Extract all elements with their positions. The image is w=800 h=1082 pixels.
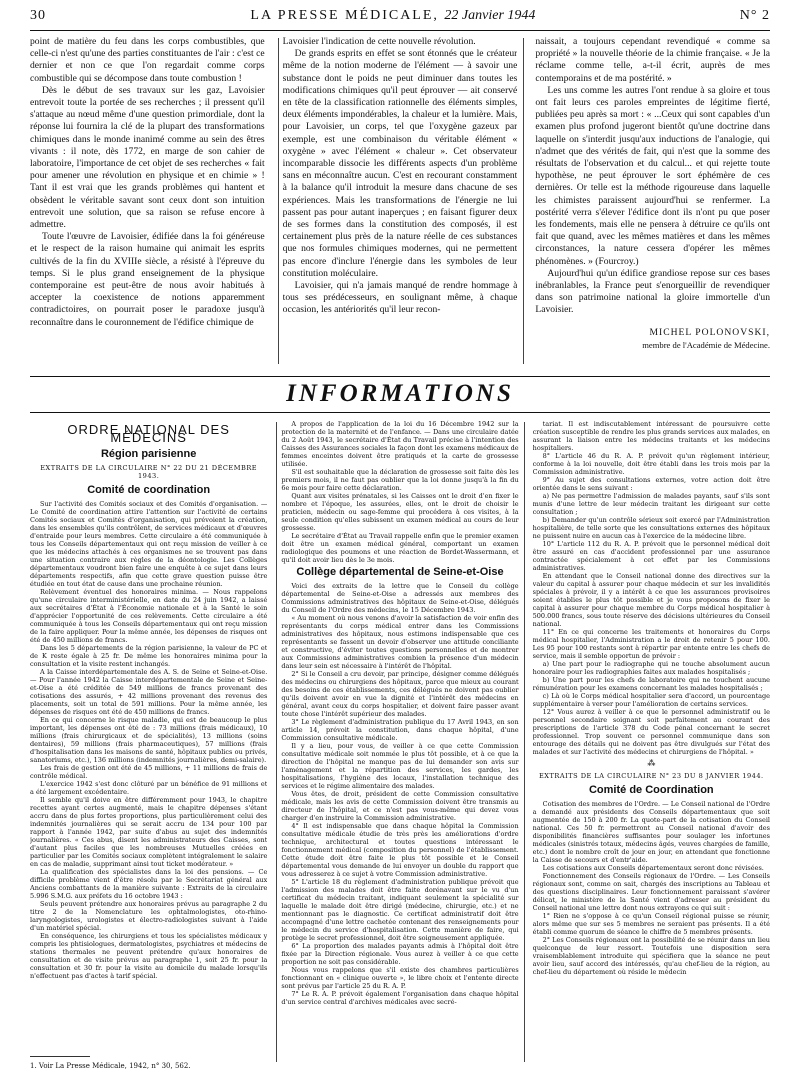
paragraph: Cotisation des membres de l'Ordre. — Le Conseil national de l'Ordre a demandé aux présidents des Conseils départementaux que soit augmentée de 150 à 200 fr. La quote-part de la cotisation du Conseil national. Ces 50 fr. permettront au Conseil national d'avoir des disponibilités financières suffisantes pour soulager les infortunes médicales (sinistrés totaux, médecins âgés, veuves chargées de famille, etc.) dont le nombre croît de jour en jour, en attendant que fonctionne la Caisse de secours et d'entr'aide. — [532, 800, 770, 864]
college-heading: Collège départemental de Seine-et-Oise — [296, 566, 504, 578]
page-number: 30 — [30, 8, 46, 23]
paragraph: 6° La proportion des malades payants admis à l'hôpital doit être fixée par la Direction régionale. Vous aurez à veiller à ce que cette proportion ne soit pas considérable. — [281, 942, 519, 966]
paragraph: Sur l'activité des Comités sociaux et des Comités d'organisation. — Le Comité de coordination attire l'attention sur l'activité de certains Comités sociaux et Comités d'organisation, qui prévoient la création, dans les ensembles qu'ils contrôlent, de services médicaux et d'œuvres d'entraide pour leurs membres. Cette circulaire a été communiquée à tous les Conseils départementaux qui ont reçu mission de veiller à ce que les médecins attachés à ces organismes ne se trouvent pas dans une situation contraire aux règles de la déontologie. Les Collèges départementaux voudront bien faire une enquête à ce sujet dans leurs départements respectifs, afin que cette grave question puisse être étudiée en tout état de cause dans une prochaine réunion. — [30, 500, 268, 588]
author-role: membre de l'Académie de Médecine. — [642, 339, 770, 350]
paragraph: naissait, a toujours cependant revendiqué « comme sa propriété » la nouvelle théorie de la chimie française. « Je la réclame comme telle, a-t-il écrit, auprès de mes contemporains et de ma postérité. » — [535, 36, 770, 84]
section-title: INFORMATIONS — [286, 380, 514, 407]
issue-number: N° 2 — [739, 8, 770, 23]
paragraph: A propos de l'application de la loi du 16 Décembre 1942 sur la protection de la maternité et de l'enfance. — Dans une circulaire datée du 2 Août 1943, le secrétaire d'État du Travail précise à l'intention des Caisses des Assurances sociales la façon dont les examens médicaux de femmes enceintes doivent être pratiqués et la carte de grossesse utilisée. — [281, 420, 519, 468]
extract-caption: EXTRAITS DE LA CIRCULAIRE N° 22 DU 21 DÉCEMBRE 1943. — [40, 464, 258, 480]
paragraph: En conséquence, les chirurgiens et tous les spécialistes médicaux y compris les phtisiologues, dermatologistes, psychiatres et médecins de stations thermales ne peuvent prétendre qu'aux honoraires de consultation et de visite prévus au paragraphe 1, soit 25 fr. pour la consultation et 30 fr. pour la visite au domicile du malade lorsqu'ils n'effectuent pas d'actes à tarif spécial. — [30, 932, 268, 980]
paragraph: L'exercice 1942 s'est donc clôturé par un bénéfice de 91 millions et a été largement excédentaire. — [30, 780, 268, 796]
banner-rule-bottom — [30, 412, 770, 413]
paragraph: Nous vous rappelons que s'il existe des chambres particulières fonctionnant en « clinique ouverte », le libre choix et l'entente directe sont prévus par l'article 25 du R. A. P. — [281, 966, 519, 990]
paragraph: Il semble qu'il doive en être différemment pour 1943, le chapitre recettes ayant certes augmenté, mais le chapitre dépenses s'étant accru dans de plus fortes proportions, plus particulièrement celui des indemnités journalières qui se serait accru de 134 pour 100 par rapport à l'année 1942, par suite d'abus au sujet des indemnités journalières. « Ces abus, disent les administrateurs des Caisses, sont d'autant plus faciles que les nombreuses Mutuelles créées en particulier par les Comités sociaux complètent intégralement le salaire en cas de maladie, supprimant ainsi tout ticket modérateur. » — [30, 796, 268, 868]
paragraph: 11° En ce qui concerne les traitements et honoraires du Corps médical hospitalier, l'Administration a le droit de retenir 5 pour 100. Les 95 pour 100 restants sont à répartir par entente entre les chefs de service, mais il semble opportun de prévoir : — [532, 628, 770, 660]
committee-heading: Comité de coordination — [87, 484, 211, 496]
paragraph: Vous êtes, de droit, président de cette Commission consultative médicale, mais les avis de cette Commission doivent être transmis au directeur de l'hôpital, et ce n'est pas vous-même qui devez vous charger d'en instruire la Commission administrative. — [281, 790, 519, 822]
column-divider — [523, 38, 524, 364]
extract-caption: EXTRAITS DE LA CIRCULAIRE N° 23 DU 8 JANVIER 1944. — [538, 772, 764, 780]
paragraph: Le secrétaire d'État au Travail rappelle enfin que le premier examen doit être un examen médical général, comportant un examen radiologique des poumons et une réaction de Bordet-Wassermann, et qu'il doit avoir lieu dès le 3e mois. — [281, 532, 519, 564]
committee-heading: Comité de Coordination — [588, 784, 714, 796]
paragraph: Relèvement éventuel des honoraires minima. — Nous rappelons qu'une circulaire interministérielle, en date du 24 juin 1942, a laissé aux secrétaires d'État à l'Économie nationale et à la Santé le soin d'apprécier l'opportunité de ces relèvements. Cette circulaire a été communiquée à tous les Conseils départementaux qui ont reçu mission de la faire appliquer. Pour la même année, les dépenses de risques ont été de 450 millions de francs. — [30, 588, 268, 644]
paragraph: a) Ne pas permettre l'admission de malades payants, sauf s'ils sont munis d'une lettre de leur médecin traitant les dirigeant sur cette consultation ; — [532, 492, 770, 516]
paragraph: point de matière du feu dans les corps combustibles, que celle-ci n'est qu'une des parties constituantes de l'air : c'est ce dernier et non ce que l'on regardait comme corps combustible qui se décompose dans toute combustion ! — [30, 36, 265, 84]
paragraph: 7° Le R. A. P. prévoit également l'organisation dans chaque hôpital d'un service central d'archives médicales avec secré- — [281, 990, 519, 1006]
journal-name: LA PRESSE MÉDICALE, — [250, 8, 439, 23]
paragraph: 1° Rien ne s'oppose à ce qu'un Conseil régional puisse se réunir, alors même que sur ses 5 membres ne seraient pas présents. Il a été établi comme quorum de séance le chiffre de 5 membres présents. — [532, 912, 770, 936]
paragraph: Aujourd'hui qu'un édifice grandiose repose sur ces bases inébranlables, la France peut s'enorgueillir de revendiquer dans son patrimoine national la gloire immortelle d'un Lavoisier. — [535, 267, 770, 316]
paragraph: c) Là où le Corps médical hospitalier sera d'accord, un pourcentage supplémentaire à verser pour l'amélioration de certains services. — [532, 692, 770, 708]
paragraph: 9° Au sujet des consultations externes, votre action doit être orientée dans le sens suivant : — [532, 476, 770, 492]
paragraph: a) Une part pour le radiographe qui ne touche absolument aucun honoraire pour les radiographies faites aux malades hospitalisés ; — [532, 660, 770, 676]
header-rule — [30, 30, 770, 31]
paragraph: 5° L'article 18 du règlement d'administration publique prévoit que l'admission des malades doit être faite dorénavant sur le vu d'un certificat du médecin traitant, indiquant seulement la spécialité sur laquelle le malade doit être dirigé (médecine, chirurgie, etc.) et ne mentionnant pas le diagnostic. Ce certificat administratif doit être accompagné d'une lettre cachetée contenant des renseignements pour le médecin du service d'hospitalisation. Cette manière de faire, qui protège le secret professionnel, doit être soigneusement appliquée. — [281, 878, 519, 942]
column-divider — [524, 422, 525, 1062]
paragraph: b) Une part pour les chefs de laboratoire qui ne touchent aucune rémunération pour les examens concernant les malades hospitalisés ; — [532, 676, 770, 692]
info-column-2 — [281, 420, 518, 1070]
paragraph: Les frais de gestion ont été de 45 millions, + 11 millions de frais de contrôle médical. — [30, 764, 268, 780]
paragraph: Lavoisier, qui n'a jamais manqué de rendre hommage à tous ses prédécesseurs, en soulignant même, à chaque occasion, les antériorités qu'il leur recon- — [282, 280, 518, 316]
paragraph: Dès le début de ses travaux sur les gaz, Lavoisier entrevoit toute la portée de ses recherches ; il pressent qu'il s'attaque au nœud même d'une question primordiale, dont la réponse lui fournira la clé de la plupart des transformations chimiques dans le monde inanimé comme au sein des êtres vivants : il note, dès 1772, en marge de son cahier de laboratoire, l'importance de cet objet de ses recherches « fait pour amener une révolution en physique et en chimie » ! Tant il est vrai que les grands problèmes qui hantent et obsèdent le véritable savant sont ceux dont son intuition entrevoit une solution, que sa raison se refuse encore à admettre. — [30, 84, 265, 231]
paragraph: Les cotisations aux Conseils départementaux seront donc révisées. — [542, 864, 764, 872]
subsection-heading: Région parisienne — [100, 448, 197, 460]
author-signature — [535, 327, 770, 351]
paragraph: En ce qui concerne le risque maladie, qui est de beaucoup le plus important, les dépenses ont été de : 73 millions (frais médicaux), 10 millions (frais chirurgicaux et de spécialités), 13 millions (soins dentaires), 59 millions (frais pharmaceutiques), 57 millions (frais d'hospitalisation dans les maisons de santé, hôpitaux publics ou privés, sanatoriums, etc.), 136 millions (indemnités journalières, demi-salaire). — [30, 716, 268, 764]
section-banner — [30, 372, 770, 416]
footnote-rule — [30, 1056, 90, 1057]
paragraph: 2° Si le Conseil a cru devoir, par principe, désigner comme délégués des médecins ou chirurgiens des hôpitaux, parce que mieux au courant des besoins de ces établissements, ces délégués ne doivent pas oublier qu'ils doivent avoir en vue la dignité et l'intérêt des médecins en général, avant ceux du corps hospitalier, et doivent faire passer avant toute chose l'intérêt supérieur des malades. — [281, 670, 519, 718]
paragraph: A la Caisse interdépartementale des A. S. de Seine et Seine-et-Oise. — Pour l'année 1942 la Caisse interdépartementale de Seine et Seine-et-Oise a été créditée de 549 millions de francs provenant des cotisations des assurés, + 42 millions provenant des revenus des placements, soit un total de 591 millions. Pour la même année, les dépenses de risques ont été de 450 millions de francs. — [30, 668, 268, 716]
informations-section — [30, 420, 770, 1070]
article-column-2 — [283, 36, 518, 368]
column-divider — [276, 422, 277, 1062]
paragraph: Voici des extraits de la lettre que le Conseil du collège départemental de Seine-et-Oise a adressés aux membres des Commissions administratives des hôpitaux de Seine-et-Oise, délégués du Conseil de l'Ordre des médecins, le 15 Décembre 1943. — [281, 582, 519, 614]
paragraph: Fonctionnement des Conseils régionaux de l'Ordre. — Les Conseils régionaux sont, comme on sait, chargés des inscriptions au Tableau et des questions disciplinaires. Leur fonctionnement paraissant s'avérer délicat, le ministère de la Santé vient d'adresser au président du Conseil national une lettre dont nous extrayons ce qui suit : — [532, 872, 770, 912]
paragraph: b) Demander qu'un contrôle sérieux soit exercé par l'Administration hospitalière, de telle sorte que les consultations externes des hôpitaux ne puissent nuire en aucun cas à l'exercice de la médecine libre. — [532, 516, 770, 540]
column-divider — [278, 38, 279, 364]
section-heading: ORDRE NATIONAL DES MÉDECINS — [67, 422, 230, 445]
paragraph: Dans les 5 départements de la région parisienne, la valeur de PC et de K reste égale à 25 fr. De même les honoraires minima pour la consultation et la visite restent inchangés. — [30, 644, 268, 668]
paragraph: En attendant que le Conseil national donne des directives sur la valeur du capital à assurer pour chaque médecin et sur les invalidités spéciales à prévoir, il y a intérêt à ce que les assurances provisoires soient établies le plus tôt possible et je vous proposons de fixer le capital à assurer pour chaque membre du Corps médical hospitalier à 500.000 francs, sous toute réserve des décisions ultérieures du Conseil national. — [532, 572, 770, 628]
paragraph: 4° Il est indispensable que dans chaque hôpital la Commission consultative médicale étudie de très près les améliorations d'ordre technique, architectural et toutes questions intéressant le fonctionnement médical (composition du personnel) de l'établissement. Cette étude doit être faite le plus tôt possible et le Conseil départemental vous demande de lui envoyer un double du rapport que vous adresserez à ce sujet à votre Commission administrative. — [281, 822, 519, 878]
paragraph: Lavoisier l'indication de cette nouvelle révolution. — [282, 36, 476, 47]
info-column-3 — [533, 420, 770, 1070]
paragraph: S'il est souhaitable que la déclaration de grossesse soit faite dès les premiers mois, il ne faut pas oublier que la loi donne jusqu'à la fin du 6e mois pour faire cette déclaration. — [281, 468, 519, 492]
lavoisier-article — [30, 36, 770, 368]
paragraph: tariat. Il est indiscutablement intéressant de poursuivre cette création susceptible de rendre les plus grands services aux malades, en assurant la liaison entre les médecins traitants et les médecins hospitaliers. — [532, 420, 770, 452]
paragraph: Seuls peuvent prétendre aux honoraires prévus au paragraphe 2 du titre 2 de la Nomenclature les ophtalmologistes, oto-rhino-laryngologistes, urologistes et électro-radiologistes suivant à l'aide d'un matériel spécial. — [30, 900, 268, 932]
info-column-1 — [30, 420, 267, 1070]
paragraph: 3° Le règlement d'administration publique du 17 Avril 1943, en son article 14, prévoit la constitution, dans chaque hôpital, d'une Commission consultative médicale. — [281, 718, 519, 742]
paragraph: 2° Les Conseils régionaux ont la possibilité de se réunir dans un lieu quelconque de leur ressort. Toutefois une disposition sera vraisemblablement introduite qui spécifiera que la séance ne peut avoir lieu, sauf accord des intéressés, qu'au chef-lieu de la région, au chef-lieu du département où réside le médecin — [532, 936, 770, 976]
paragraph: Les uns comme les autres l'ont rendue à sa gloire et tous ont fait leurs ces paroles empreintes de légitime fierté, publiées peu après sa mort : « ...Ceux qui sont capables d'un examen plus profond jugeront bientôt qu'une doctrine dans laquelle on s'interdit jusqu'aux inductions de l'analogie, qui n'admet que des vérités de fait, qui n'est que la somme des résultats de l'observation et du calcul... et qui rejette toute hypothèse, ne peut éprouver le sort éphémère de ces dernières. Or telle est la méthode rigoureuse dans laquelle les chimistes paraissent aujourd'hui se renfermer. La postérité verra s'élever l'édifice dont ils n'ont pu que poser les fondements, mais elle ne pensera à détruire ce qu'ils ont fait que quand, avec les mêmes matières et dans les mêmes circonstances, la nature cessera d'opérer les mêmes phénomènes. » (Fourcroy.) — [535, 84, 770, 267]
paragraph: Toute l'œuvre de Lavoisier, édifiée dans la foi généreuse et le respect de la raison humaine qui animait les esprits cultivés de la fin du XVIIIe siècle, a résisté à l'épreuve du temps. Si le plus grand enseignement de la physique contemporaine est peut-être de nous avoir habitués à accepter la coexistence de notions apparemment contradictoires, on pourrait poser le paradoxe jusqu'à reconnaître dans le couronnement de l'édifice chimique de — [30, 231, 265, 328]
asterism: ⁂ — [647, 759, 656, 768]
article-column-1 — [30, 36, 265, 368]
issue-date: 22 Janvier 1944 — [444, 8, 536, 23]
masthead — [250, 8, 535, 24]
paragraph: La qualification des spécialistes dans la loi des pensions. — Ce difficile problème vient d'être résolu par le Secrétariat général aux Anciens combattants de la manière suivante : Extraits de la circulaire 5.996 S.M.G. aux préfets du 16 octobre 1943 : — [30, 868, 268, 900]
paragraph: Il y a lieu, pour vous, de veiller à ce que cette Commission consultative médicale soit nommée le plus tôt possible, et à ce que la direction de l'hôpital ne manque pas de lui demander son avis sur l'aménagement et la répartition des services, les gardes, les hospitalisations, l'hygiène des locaux, l'installation technique des services et le régime alimentaire des malades. — [281, 742, 519, 790]
page-header — [30, 8, 770, 28]
article-column-3 — [535, 36, 770, 368]
paragraph: « Au moment où nous venons d'avoir la satisfaction de voir enfin des représentants du corps médical entrer dans les Commissions administratives des hôpitaux, nous estimons indispensable que ces représentants se fassent un devoir d'observer une attitude conciliante et constructive, d'éviter toutes questions personnelles et de montrer aux Commissions administratives combien la présence d'un médecin dans leur sein est nécessaire à l'intérêt de l'hôpital. — [281, 614, 519, 670]
paragraph: De grands esprits en effet se sont étonnés que le créateur même de la notion moderne de l'élément — à savoir une substance dont le poids ne peut diminuer dans toutes les modifications chimiques qu'il peut éprouver — ait conservé en tête de la classification rationnelle des éléments simples, deux éléments impondérables, la chaleur et la lumière. Mais, pour Lavoisier, un corps, tel que l'oxygène gazeux par exemple, est une combinaison du véritable élément « oxygène » avec l'élément « chaleur ». Cet observateur incomparable dissocie les différents aspects d'un problème sans en méconnaître aucun. C'est en recourant constamment à la balance qu'il introduit la mesure dans chacune de ses expériences. Mais les transformations de l'énergie ne lui passent pas pour autant inaperçues ; en faisant figurer deux de ses formes dans la constitution des composés, il est certainement plus près de la nature réelle de ces substances que nos formules chimiques modernes, qui ne permettent pas encore d'inclure l'énergie dans les symboles de leur constitution moléculaire. — [282, 48, 518, 279]
paragraph: Quant aux visites prénatales, si les Caisses ont le droit d'en fixer le nombre et l'époque, les assurées, elles, ont le droit de choisir le praticien, médecin ou sage-femme qui procédera à ces visites, à la seule condition qu'elles subissent un examen médical au cours de leur grossesse. — [281, 492, 519, 532]
paragraph: 12° Vous aurez à veiller à ce que le personnel administratif ou le personnel secondaire soignant soit parfaitement au courant des prescriptions de l'article 378 du Code pénal concernant le secret professionnel. Trop souvent ce personnel communique dans son entourage des détails qui ne doivent pas être divulgués sur l'état des malades et sur l'activité des médecins et chirurgiens de l'hôpital. » — [532, 708, 770, 756]
paragraph: 8° L'article 46 du R. A. P. prévoit qu'un règlement intérieur, conforme à la loi nouvelle, doit être établi dans les trois mois par la Commission administrative. — [532, 452, 770, 476]
footnote: 1. Voir La Presse Médicale, 1942, n° 30, 562. — [30, 1062, 191, 1070]
paragraph: 10° L'article 112 du R. A. P. prévoit que le personnel médical doit être assuré en cas d'accident professionnel par une assurance contractée spécialement à cet effet par les Commissions administratives. — [532, 540, 770, 572]
banner-rule-top — [30, 376, 770, 377]
author-name: MICHEL POLONOVSKI, — [649, 326, 770, 338]
